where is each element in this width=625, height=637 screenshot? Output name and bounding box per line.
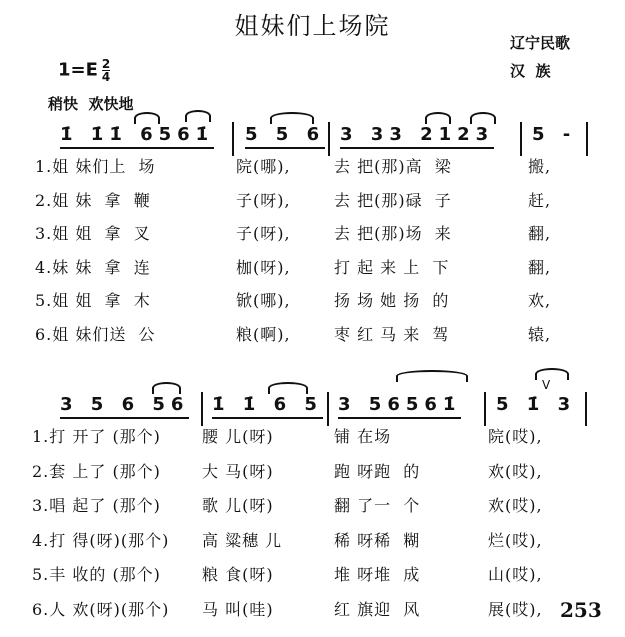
slur <box>396 370 468 382</box>
lyric-segment: 翻, <box>528 224 552 243</box>
lyric-segment: 6.人 欢(呀)(那个) <box>32 599 170 619</box>
measure: 5 1̇ 3 <box>496 394 577 415</box>
lyric-segment: 展(哎), <box>488 599 543 619</box>
slur <box>425 112 451 124</box>
lyric-segment: 扬 场 她 扬 的 <box>334 291 450 310</box>
time-signature <box>102 58 110 83</box>
lyric-segment: 去 把(那)场 来 <box>334 224 452 243</box>
lyric-segment: 院(哎), <box>488 427 543 446</box>
lyric-segment: 枣 红 马 来 驾 <box>334 324 450 344</box>
lyric-segment: 歌 儿(呀) <box>202 496 274 515</box>
lyric-segment: 腰 儿(呀) <box>202 427 274 446</box>
measure: 1̇ 1̇ 6 5 <box>212 394 323 419</box>
barline <box>328 122 330 156</box>
lyric-segment: 5.姐 姐 拿 木 <box>35 291 151 310</box>
lyric-segment: 堆 呀堆 成 <box>334 565 421 584</box>
lyric-segment: 翻 了一 个 <box>334 496 421 515</box>
source-label: 辽宁民歌 <box>510 34 571 52</box>
lyric-segment: 6.姐 妹们送 公 <box>35 324 156 344</box>
lyric-segment: 烂(哎), <box>488 530 543 550</box>
lyric-segment: 翻, <box>528 257 552 277</box>
barline <box>201 392 203 426</box>
song-title: 姐妹们上场院 <box>234 12 391 40</box>
lyric-segment: 粮(啊), <box>236 324 291 344</box>
lyric-segment: 搬, <box>528 157 552 176</box>
lyric-segment: 铺 在场 <box>334 427 392 446</box>
lyric-segment: 打 起 来 上 下 <box>334 257 450 277</box>
slur <box>470 112 496 124</box>
lyric-segment: 2.姐 妹 拿 鞭 <box>35 190 151 210</box>
slur <box>185 110 211 122</box>
lyric-segment: 去 把(那)高 梁 <box>334 157 452 176</box>
barline <box>484 392 486 426</box>
lyric-segment: 山(哎), <box>488 565 543 584</box>
slur <box>535 368 569 380</box>
breath-mark: V <box>542 378 551 392</box>
page-number: 253 <box>560 598 602 622</box>
lyric-segment: 3.唱 起了 (那个) <box>32 496 161 515</box>
barline <box>520 122 522 156</box>
lyric-segment: 1.打 开了 (那个) <box>32 427 161 446</box>
lyric-segment: 4.打 得(呀)(那个) <box>32 530 170 550</box>
lyric-segment: 马 叫(哇) <box>202 599 274 619</box>
time-sig-top: 2 <box>101 57 111 71</box>
lyric-segment: 欢(哎), <box>488 461 543 481</box>
lyric-segment: 锨(哪), <box>236 291 291 310</box>
barline <box>585 392 587 426</box>
measure: 1̇ 1̇1̇ 6561̇ <box>60 124 214 149</box>
lyric-segment: 去 把(那)碌 子 <box>334 190 452 210</box>
lyric-segment: 3.姐 姐 拿 叉 <box>35 224 151 243</box>
lyric-segment: 子(呀), <box>236 224 291 243</box>
measure: 3 5 6 56 <box>60 394 189 419</box>
ethnicity-label: 汉 族 <box>510 62 551 80</box>
slur <box>152 382 181 394</box>
lyric-segment: 赶, <box>528 190 552 210</box>
key-signature <box>58 58 110 83</box>
measure: 3 56561̇ <box>338 394 461 419</box>
lyric-segment: 1.姐 妹们上 场 <box>35 157 156 176</box>
lyric-segment: 跑 呀跑 的 <box>334 461 421 481</box>
lyric-segment: 辕, <box>528 324 552 344</box>
barline <box>232 122 234 156</box>
measure: 5 5 6 <box>245 124 325 149</box>
tempo-marking: 稍快 欢快地 <box>48 95 134 113</box>
lyric-segment: 子(呀), <box>236 190 291 210</box>
slur <box>268 382 308 394</box>
barline <box>586 122 588 156</box>
measure: 5 - <box>532 124 577 145</box>
lyric-segment: 欢(哎), <box>488 496 543 515</box>
time-sig-bottom: 4 <box>101 70 111 84</box>
measure: 3 33 2123 <box>340 124 494 149</box>
barline <box>327 392 329 426</box>
lyric-segment: 院(哪), <box>236 157 291 176</box>
lyric-segment: 稀 呀稀 糊 <box>334 530 421 550</box>
lyric-segment: 欢, <box>528 291 552 310</box>
lyric-segment: 4.妹 妹 拿 连 <box>35 257 151 277</box>
lyric-segment: 枷(呀), <box>236 257 291 277</box>
lyric-segment: 2.套 上了 (那个) <box>32 461 161 481</box>
lyric-segment: 红 旗迎 风 <box>334 599 421 619</box>
lyric-segment: 大 马(呀) <box>202 461 274 481</box>
slur <box>270 112 314 124</box>
slur <box>134 112 160 124</box>
lyric-segment: 高 粱穗 儿 <box>202 530 283 550</box>
lyric-segment: 5.丰 收的 (那个) <box>32 565 161 584</box>
key-label: 1=E <box>58 59 98 81</box>
lyric-segment: 粮 食(呀) <box>202 565 274 584</box>
